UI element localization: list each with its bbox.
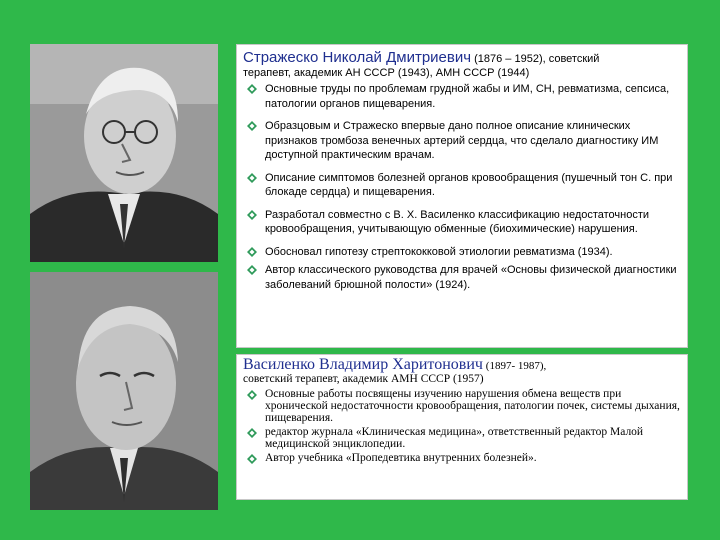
vasilenko-name: Василенко Владимир Харитонович xyxy=(243,356,483,373)
list-item xyxy=(243,388,681,424)
diamond-bullet-icon xyxy=(247,390,257,400)
list-item-text: Автор классического руководства для врачей «Основы физической диагностики заболеваний брюшной полости» (1924). xyxy=(265,264,677,291)
strazhesko-photo xyxy=(30,44,218,262)
list-item xyxy=(243,245,681,260)
list-item-text: Описание симптомов болезней органов кровообращения (пушечный тон С. при блокаде сердца) и пищеварения. xyxy=(265,171,673,198)
list-item-text: Разработал совместно с В. Х. Василенко классификацию недостаточности кровообращения, учитывающую обменные (биохимические) нарушения. xyxy=(265,208,650,235)
list-item xyxy=(243,452,681,464)
strazhesko-subtitle: терапевт, академик АН СССР (1943), АМН СССР (1944) xyxy=(243,67,530,79)
list-item xyxy=(243,171,681,200)
diamond-bullet-icon xyxy=(247,265,257,275)
diamond-bullet-icon xyxy=(247,454,257,464)
vasilenko-dates: (1897- 1987), xyxy=(485,360,547,372)
list-item xyxy=(243,263,681,292)
vasilenko-panel xyxy=(236,354,688,500)
list-item xyxy=(243,82,681,111)
strazhesko-header xyxy=(243,51,681,80)
strazhesko-list xyxy=(243,82,681,292)
vasilenko-list xyxy=(243,388,681,464)
vasilenko-photo xyxy=(30,272,218,510)
vasilenko-subtitle: советский терапевт, академик АМН СССР (1957) xyxy=(243,373,484,385)
strazhesko-name: Стражеско Николай Дмитриевич xyxy=(243,49,472,66)
list-item xyxy=(243,208,681,237)
list-item-text: Образцовым и Стражеско впервые дано полное описание клинических признаков тромбоза венечных артерий сердца, что сделало диагностику ИМ доступной практическим врачам. xyxy=(265,120,659,161)
diamond-bullet-icon xyxy=(247,84,257,94)
list-item-text: Основные труды по проблемам грудной жабы и ИМ, СН, ревматизма, сепсиса, патологии органов пищеварения. xyxy=(265,83,670,110)
diamond-bullet-icon xyxy=(247,428,257,438)
list-item-text: редактор журнала «Клиническая медицина», ответственный редактор Малой медицинской энциклопедии. xyxy=(265,426,644,450)
strazhesko-dates: (1876 – 1952), советский xyxy=(474,53,600,65)
diamond-bullet-icon xyxy=(247,247,257,257)
diamond-bullet-icon xyxy=(247,121,257,131)
diamond-bullet-icon xyxy=(247,210,257,220)
diamond-bullet-icon xyxy=(247,173,257,183)
list-item-text: Обосновал гипотезу стрептококковой этиологии ревматизма (1934). xyxy=(265,245,613,258)
strazhesko-panel xyxy=(236,44,688,348)
vasilenko-header xyxy=(243,358,681,386)
list-item xyxy=(243,426,681,450)
list-item xyxy=(243,119,681,163)
list-item-text: Автор учебника «Пропедевтика внутренних болезней». xyxy=(265,452,537,464)
list-item-text: Основные работы посвящены изучению нарушения обмена веществ при хронической недостаточности кровообращения, патологии почек, системы дыхания, пищеварения. xyxy=(265,388,680,424)
